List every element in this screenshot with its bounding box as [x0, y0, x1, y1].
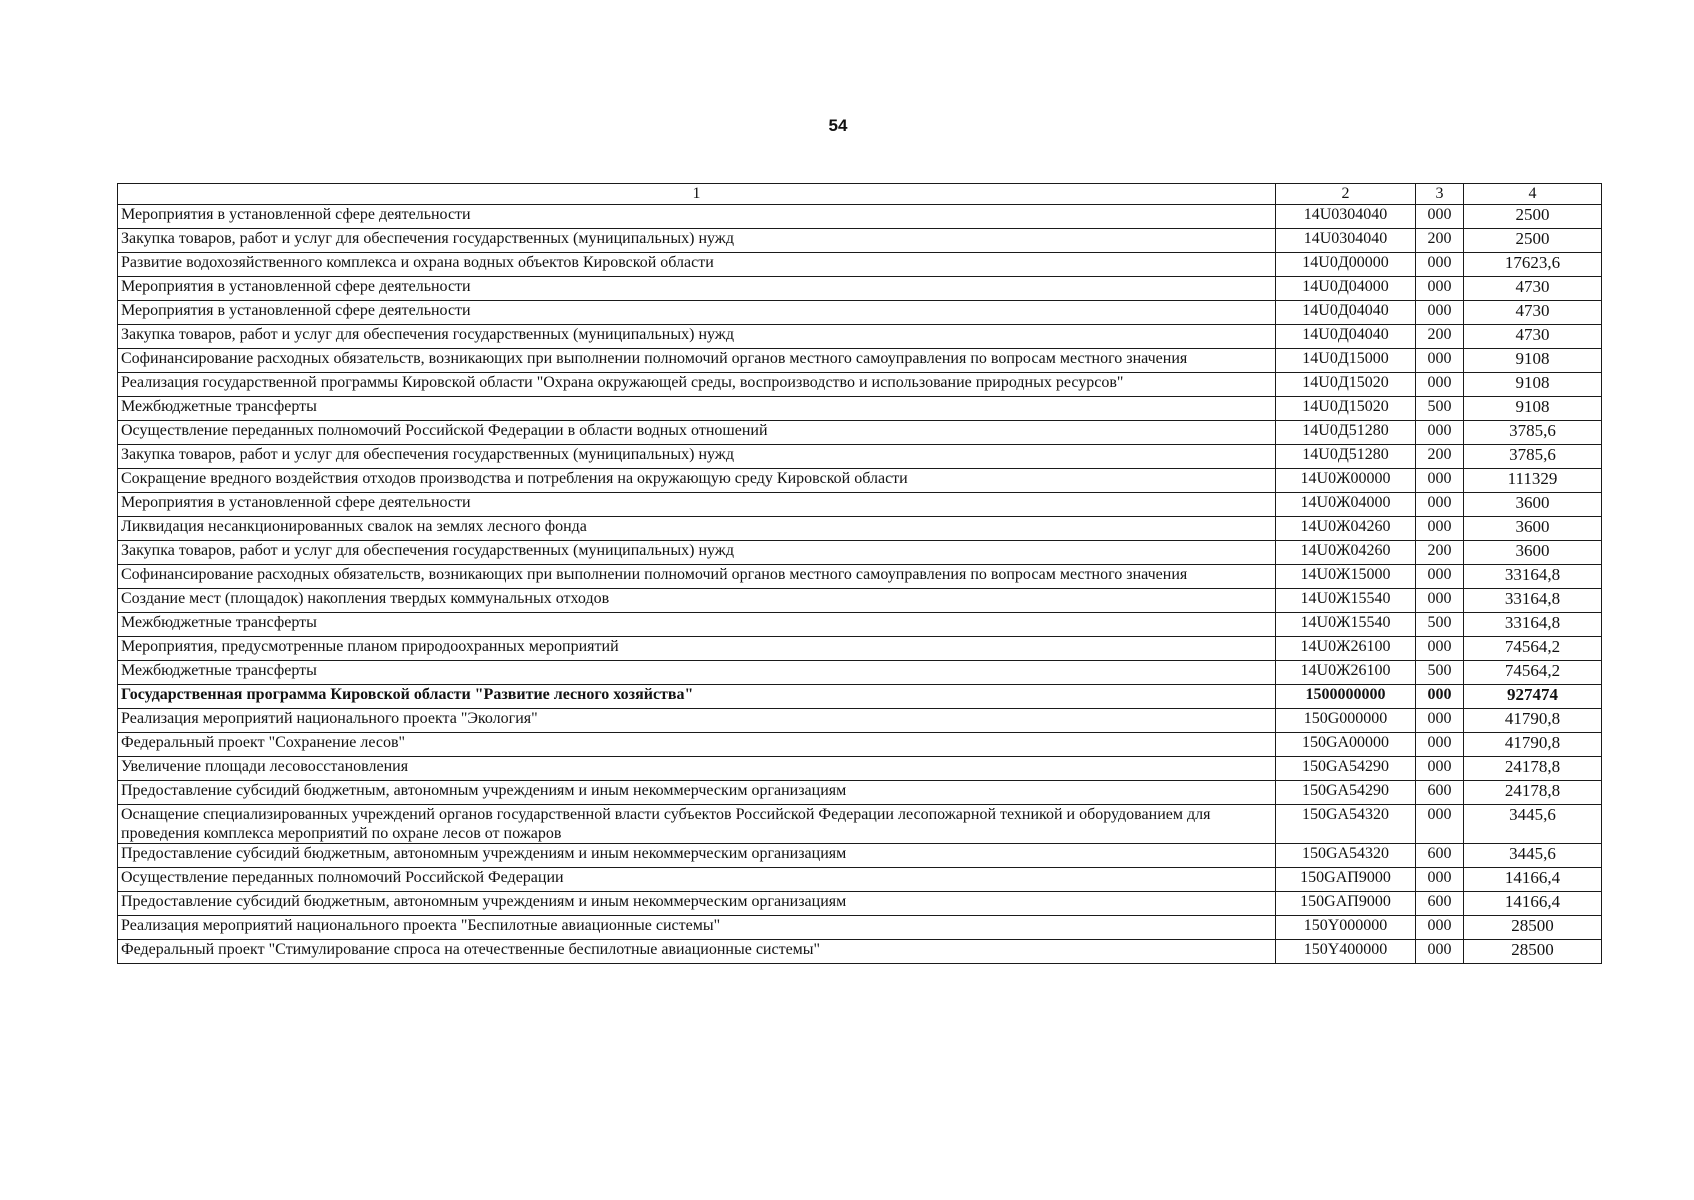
- cell-name: Межбюджетные трансферты: [118, 397, 1276, 421]
- cell-expense-type: 000: [1416, 349, 1464, 373]
- cell-name: Создание мест (площадок) накопления твердых коммунальных отходов: [118, 589, 1276, 613]
- cell-expense-type: 000: [1416, 916, 1464, 940]
- cell-sum: 4730: [1464, 325, 1602, 349]
- table-row: [118, 709, 1602, 733]
- budget-table: [117, 183, 1602, 964]
- cell-name: Реализация государственной программы Кировской области "Охрана окружающей среды, воспроизводство и использование природных ресурсов": [118, 373, 1276, 397]
- cell-expense-type: 200: [1416, 229, 1464, 253]
- table-row: [118, 940, 1602, 964]
- table-row: [118, 892, 1602, 916]
- cell-sum: 28500: [1464, 916, 1602, 940]
- cell-sum: 74564,2: [1464, 661, 1602, 685]
- cell-name: Федеральный проект "Сохранение лесов": [118, 733, 1276, 757]
- cell-expense-type: 000: [1416, 469, 1464, 493]
- cell-name: Закупка товаров, работ и услуг для обеспечения государственных (муниципальных) нужд: [118, 541, 1276, 565]
- table-row: [118, 685, 1602, 709]
- cell-name: Мероприятия в установленной сфере деятельности: [118, 301, 1276, 325]
- cell-sum: 2500: [1464, 205, 1602, 229]
- cell-sum: 3600: [1464, 541, 1602, 565]
- table-row: [118, 469, 1602, 493]
- cell-sum: 3785,6: [1464, 445, 1602, 469]
- table-row: [118, 229, 1602, 253]
- cell-name: Софинансирование расходных обязательств, возникающих при выполнении полномочий органов местного самоуправления по вопросам местного значения: [118, 565, 1276, 589]
- cell-code: 14U0Д15000: [1276, 349, 1416, 373]
- cell-expense-type: 000: [1416, 637, 1464, 661]
- cell-expense-type: 000: [1416, 757, 1464, 781]
- cell-expense-type: 000: [1416, 940, 1464, 964]
- cell-name: Закупка товаров, работ и услуг для обеспечения государственных (муниципальных) нужд: [118, 325, 1276, 349]
- table-row: [118, 637, 1602, 661]
- table-row: [118, 661, 1602, 685]
- cell-sum: 4730: [1464, 277, 1602, 301]
- cell-name: Увеличение площади лесовосстановления: [118, 757, 1276, 781]
- cell-code: 14U0Ж26100: [1276, 661, 1416, 685]
- cell-expense-type: 600: [1416, 844, 1464, 868]
- cell-expense-type: 000: [1416, 709, 1464, 733]
- cell-name: Мероприятия в установленной сфере деятельности: [118, 277, 1276, 301]
- cell-sum: 2500: [1464, 229, 1602, 253]
- cell-code: 14U0Д00000: [1276, 253, 1416, 277]
- cell-name: Софинансирование расходных обязательств, возникающих при выполнении полномочий органов местного самоуправления по вопросам местного значения: [118, 349, 1276, 373]
- header-row: [118, 184, 1602, 205]
- table-row: [118, 421, 1602, 445]
- cell-expense-type: 000: [1416, 205, 1464, 229]
- cell-code: 14U0304040: [1276, 205, 1416, 229]
- cell-code: 150GA00000: [1276, 733, 1416, 757]
- table-row: [118, 301, 1602, 325]
- cell-sum: 33164,8: [1464, 613, 1602, 637]
- cell-name: Предоставление субсидий бюджетным, автономным учреждениям и иным некоммерческим организациям: [118, 844, 1276, 868]
- cell-name: Предоставление субсидий бюджетным, автономным учреждениям и иным некоммерческим организациям: [118, 892, 1276, 916]
- cell-sum: 3445,6: [1464, 844, 1602, 868]
- cell-sum: 111329: [1464, 469, 1602, 493]
- page-number-text: 54: [828, 116, 848, 135]
- cell-sum: 9108: [1464, 349, 1602, 373]
- cell-code: 150Y400000: [1276, 940, 1416, 964]
- cell-sum: 3600: [1464, 493, 1602, 517]
- cell-expense-type: 000: [1416, 517, 1464, 541]
- header-col-3: 3: [1416, 184, 1464, 205]
- cell-code: 14U0304040: [1276, 229, 1416, 253]
- cell-sum: 24178,8: [1464, 781, 1602, 805]
- table-row: [118, 349, 1602, 373]
- cell-sum: 3600: [1464, 517, 1602, 541]
- cell-sum: 24178,8: [1464, 757, 1602, 781]
- table-row: [118, 253, 1602, 277]
- cell-code: 14U0Д51280: [1276, 421, 1416, 445]
- cell-sum: 4730: [1464, 301, 1602, 325]
- cell-name: Межбюджетные трансферты: [118, 613, 1276, 637]
- cell-code: 14U0Д15020: [1276, 373, 1416, 397]
- cell-name: Федеральный проект "Стимулирование спроса на отечественные беспилотные авиационные системы": [118, 940, 1276, 964]
- cell-expense-type: 500: [1416, 661, 1464, 685]
- cell-expense-type: 500: [1416, 613, 1464, 637]
- cell-expense-type: 500: [1416, 397, 1464, 421]
- cell-sum: 3445,6: [1464, 805, 1602, 844]
- cell-expense-type: 000: [1416, 868, 1464, 892]
- cell-expense-type: 200: [1416, 325, 1464, 349]
- table-row: [118, 445, 1602, 469]
- cell-name: Осуществление переданных полномочий Российской Федерации: [118, 868, 1276, 892]
- cell-sum: 14166,4: [1464, 868, 1602, 892]
- cell-code: 14U0Ж26100: [1276, 637, 1416, 661]
- cell-code: 1500000000: [1276, 685, 1416, 709]
- cell-code: 14U0Ж15000: [1276, 565, 1416, 589]
- cell-expense-type: 600: [1416, 892, 1464, 916]
- cell-name: Закупка товаров, работ и услуг для обеспечения государственных (муниципальных) нужд: [118, 229, 1276, 253]
- cell-code: 150GAП9000: [1276, 892, 1416, 916]
- table-body: [118, 205, 1602, 964]
- cell-expense-type: 000: [1416, 685, 1464, 709]
- cell-expense-type: 000: [1416, 301, 1464, 325]
- cell-code: 14U0Д04040: [1276, 301, 1416, 325]
- table-row: [118, 613, 1602, 637]
- cell-name: Мероприятия, предусмотренные планом природоохранных мероприятий: [118, 637, 1276, 661]
- table-row: [118, 373, 1602, 397]
- cell-expense-type: 200: [1416, 445, 1464, 469]
- cell-expense-type: 200: [1416, 541, 1464, 565]
- table-row: [118, 541, 1602, 565]
- table-row: [118, 565, 1602, 589]
- cell-expense-type: 000: [1416, 253, 1464, 277]
- cell-sum: 3785,6: [1464, 421, 1602, 445]
- table-row: [118, 757, 1602, 781]
- table-row: [118, 805, 1602, 844]
- cell-expense-type: 000: [1416, 493, 1464, 517]
- cell-code: 14U0Ж04000: [1276, 493, 1416, 517]
- cell-expense-type: 000: [1416, 373, 1464, 397]
- cell-name: Оснащение специализированных учреждений органов государственной власти субъектов Российской Федерации лесопожарной техникой и оборудованием для проведения комплекса мероприятий по охране лесов от пожаров: [118, 805, 1276, 844]
- table-row: [118, 589, 1602, 613]
- table-row: [118, 493, 1602, 517]
- table-row: [118, 517, 1602, 541]
- cell-expense-type: 000: [1416, 421, 1464, 445]
- cell-name: Реализация мероприятий национального проекта "Экология": [118, 709, 1276, 733]
- cell-sum: 9108: [1464, 373, 1602, 397]
- cell-code: 150GAП9000: [1276, 868, 1416, 892]
- cell-code: 150GA54290: [1276, 781, 1416, 805]
- cell-name: Закупка товаров, работ и услуг для обеспечения государственных (муниципальных) нужд: [118, 445, 1276, 469]
- cell-sum: 41790,8: [1464, 733, 1602, 757]
- cell-code: 150GA54320: [1276, 844, 1416, 868]
- cell-sum: 9108: [1464, 397, 1602, 421]
- cell-expense-type: 000: [1416, 589, 1464, 613]
- cell-code: 14U0Д51280: [1276, 445, 1416, 469]
- table-row: [118, 205, 1602, 229]
- cell-expense-type: 000: [1416, 277, 1464, 301]
- cell-expense-type: 600: [1416, 781, 1464, 805]
- cell-sum: 28500: [1464, 940, 1602, 964]
- table-row: [118, 844, 1602, 868]
- cell-expense-type: 000: [1416, 805, 1464, 844]
- cell-name: Государственная программа Кировской области "Развитие лесного хозяйства": [118, 685, 1276, 709]
- cell-code: 14U0Ж00000: [1276, 469, 1416, 493]
- cell-code: 14U0Ж04260: [1276, 541, 1416, 565]
- cell-code: 14U0Ж15540: [1276, 589, 1416, 613]
- table-row: [118, 868, 1602, 892]
- cell-sum: 74564,2: [1464, 637, 1602, 661]
- cell-sum: 927474: [1464, 685, 1602, 709]
- cell-expense-type: 000: [1416, 733, 1464, 757]
- table-row: [118, 397, 1602, 421]
- header-col-1: 1: [118, 184, 1276, 205]
- cell-name: Межбюджетные трансферты: [118, 661, 1276, 685]
- cell-name: Мероприятия в установленной сфере деятельности: [118, 205, 1276, 229]
- cell-code: 150G000000: [1276, 709, 1416, 733]
- table-row: [118, 277, 1602, 301]
- cell-sum: 14166,4: [1464, 892, 1602, 916]
- cell-sum: 33164,8: [1464, 589, 1602, 613]
- table-row: [118, 733, 1602, 757]
- cell-expense-type: 000: [1416, 565, 1464, 589]
- cell-code: 14U0Ж15540: [1276, 613, 1416, 637]
- cell-code: 150GA54320: [1276, 805, 1416, 844]
- cell-name: Сокращение вредного воздействия отходов производства и потребления на окружающую среду Кировской области: [118, 469, 1276, 493]
- cell-name: Предоставление субсидий бюджетным, автономным учреждениям и иным некоммерческим организациям: [118, 781, 1276, 805]
- cell-name: Мероприятия в установленной сфере деятельности: [118, 493, 1276, 517]
- header-col-2: 2: [1276, 184, 1416, 205]
- page-number: [0, 116, 1694, 136]
- cell-name: Ликвидация несанкционированных свалок на землях лесного фонда: [118, 517, 1276, 541]
- cell-sum: 33164,8: [1464, 565, 1602, 589]
- cell-name: Осуществление переданных полномочий Российской Федерации в области водных отношений: [118, 421, 1276, 445]
- cell-code: 150GA54290: [1276, 757, 1416, 781]
- cell-code: 150Y000000: [1276, 916, 1416, 940]
- cell-sum: 41790,8: [1464, 709, 1602, 733]
- cell-code: 14U0Д04040: [1276, 325, 1416, 349]
- cell-code: 14U0Д15020: [1276, 397, 1416, 421]
- header-col-4: 4: [1464, 184, 1602, 205]
- table-row: [118, 916, 1602, 940]
- cell-name: Развитие водохозяйственного комплекса и охрана водных объектов Кировской области: [118, 253, 1276, 277]
- table-row: [118, 781, 1602, 805]
- cell-name: Реализация мероприятий национального проекта "Беспилотные авиационные системы": [118, 916, 1276, 940]
- cell-code: 14U0Ж04260: [1276, 517, 1416, 541]
- cell-sum: 17623,6: [1464, 253, 1602, 277]
- table-row: [118, 325, 1602, 349]
- cell-code: 14U0Д04000: [1276, 277, 1416, 301]
